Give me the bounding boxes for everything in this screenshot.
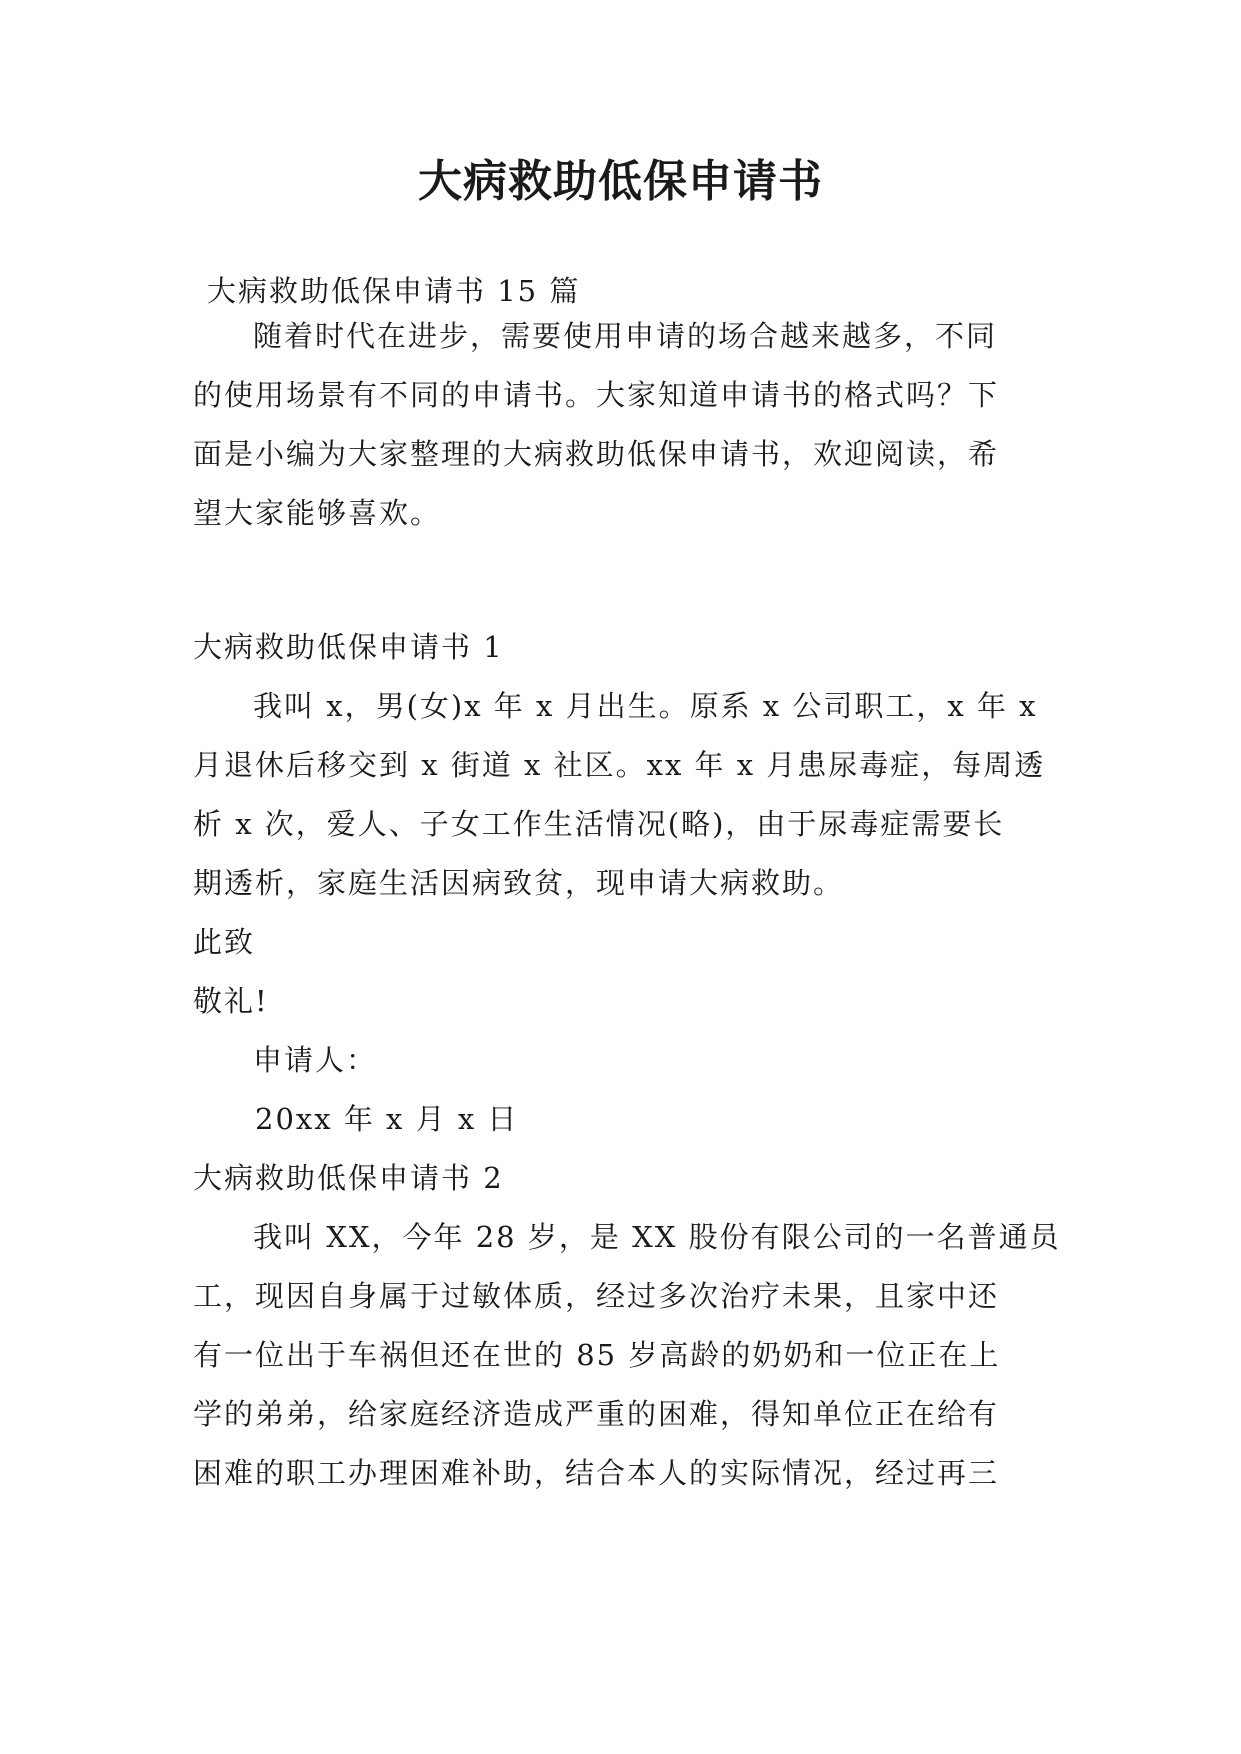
section-line: 有一位出于车祸但还在世的 85 岁高龄的奶奶和一位正在上: [193, 1338, 1001, 1372]
section-line: 我叫 x，男(女)x 年 x 月出生。原系 x 公司职工，x 年 x: [253, 689, 1038, 723]
intro-line: 面是小编为大家整理的大病救助低保申请书，欢迎阅读，希: [193, 437, 1000, 471]
section-line: 期透析，家庭生活因病致贫，现申请大病救助。: [193, 866, 845, 900]
section-line: 我叫 XX，今年 28 岁，是 XX 股份有限公司的一名普通员: [253, 1220, 1061, 1254]
section-line: 学的弟弟，给家庭经济造成严重的困难，得知单位正在给有: [193, 1397, 1000, 1431]
intro-line: 的使用场景有不同的申请书。大家知道申请书的格式吗？下: [193, 378, 1000, 412]
applicant-label: 申请人：: [253, 1043, 378, 1077]
section-heading: 大病救助低保申请书 1: [193, 630, 504, 664]
closing-salutation: 此致: [193, 925, 256, 959]
closing-regards: 敬礼!: [193, 984, 269, 1018]
section-2: [193, 1149, 1061, 1503]
section-line: 析 x 次，爱人、子女工作生活情况(略)，由于尿毒症需要长: [193, 807, 1005, 841]
intro-line: 望大家能够喜欢。: [193, 496, 442, 530]
section-line: 月退休后移交到 x 街道 x 社区。xx 年 x 月患尿毒症，每周透: [193, 748, 1046, 782]
intro-line: 随着时代在进步，需要使用申请的场合越来越多，不同: [253, 319, 998, 353]
section-line: 困难的职工办理困难补助，结合本人的实际情况，经过再三: [193, 1456, 1000, 1490]
page-title: 大病救助低保申请书: [418, 156, 823, 207]
application-date: 20xx 年 x 月 x 日: [255, 1102, 519, 1136]
section-heading: 大病救助低保申请书 2: [193, 1161, 504, 1195]
section-line: 工，现因自身属于过敏体质，经过多次治疗未果，且家中还: [193, 1279, 1000, 1313]
intro-paragraph: [193, 307, 1055, 543]
document-subtitle: 大病救助低保申请书 15 篇: [207, 274, 581, 308]
section-1: [193, 618, 1055, 1149]
